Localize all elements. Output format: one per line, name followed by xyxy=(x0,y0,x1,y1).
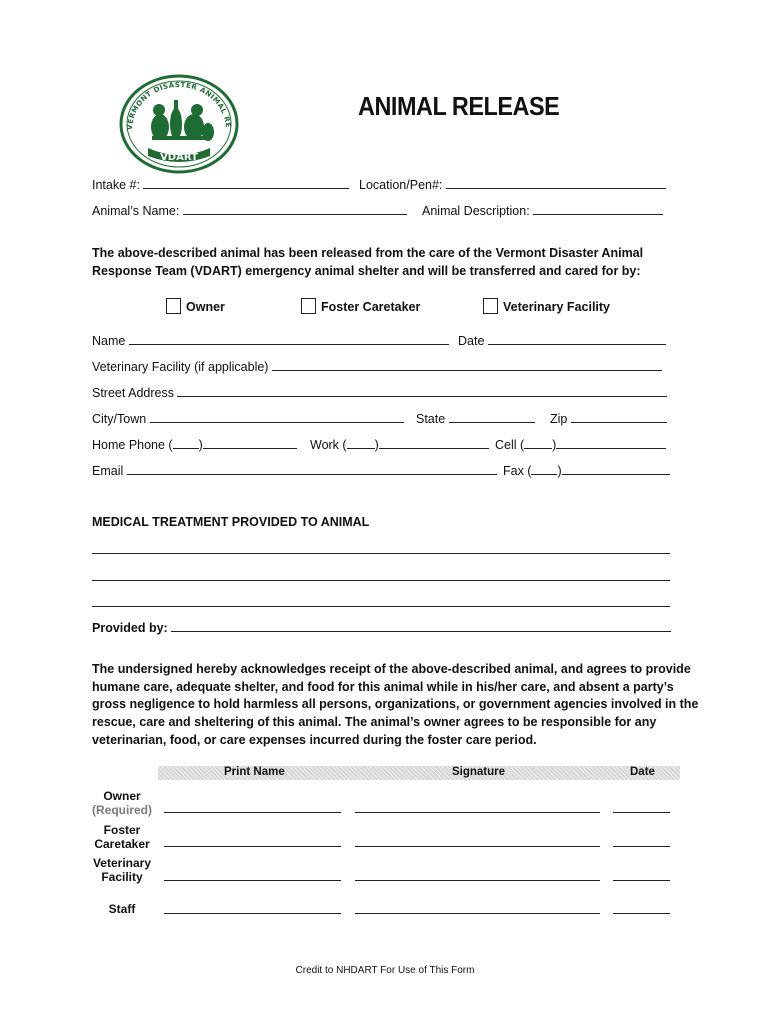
foster-print-name-line[interactable] xyxy=(164,846,341,847)
signature-table-header xyxy=(158,766,680,780)
staff-signature-line[interactable] xyxy=(355,913,600,914)
home-phone-row xyxy=(92,437,297,452)
owner-checkbox[interactable] xyxy=(166,298,181,314)
medical-line-3[interactable] xyxy=(92,606,670,607)
veterinary-row-label-line-2: Facility xyxy=(101,870,143,884)
name-row xyxy=(92,333,449,348)
owner-signature-line[interactable] xyxy=(355,812,600,813)
owner-row-label-text: Owner xyxy=(103,789,141,803)
medical-line-1[interactable] xyxy=(92,553,670,554)
acknowledgment-line-2: humane care, adequate shelter, and food for this animal while in his/her care, and absent a party’s xyxy=(92,680,674,694)
date-field[interactable] xyxy=(488,333,666,345)
state-field[interactable] xyxy=(449,411,535,423)
footer-credit: Credit to NHDART For Use of This Form xyxy=(295,965,475,976)
foster-caretaker-checkbox[interactable] xyxy=(301,298,316,314)
city-label: City/Town xyxy=(92,412,147,426)
medical-line-2[interactable] xyxy=(92,580,670,581)
work-phone-row xyxy=(310,437,489,452)
option-foster-caretaker[interactable] xyxy=(301,298,420,314)
fax-area-field[interactable] xyxy=(531,463,557,475)
provided-by-row xyxy=(92,620,671,635)
option-owner[interactable] xyxy=(166,298,225,314)
acknowledgment-line-5: veterinarian, food, or care expenses incurred during the foster care period. xyxy=(92,733,537,747)
staff-row-label-text: Staff xyxy=(108,902,136,916)
animal-description-label: Animal Description: xyxy=(422,204,530,218)
street-label: Street Address xyxy=(92,386,174,400)
vdart-logo xyxy=(118,72,240,174)
provided-by-label: Provided by: xyxy=(92,621,168,635)
foster-signature-line[interactable] xyxy=(355,846,600,847)
veterinary-facility-option-label: Veterinary Facility xyxy=(503,300,611,314)
name-label: Name xyxy=(92,334,126,348)
print-name-header: Print Name xyxy=(224,766,285,778)
date-header: Date xyxy=(630,766,655,778)
animal-name-row xyxy=(92,203,407,218)
fax-label: Fax ( xyxy=(503,464,532,478)
home-phone-field[interactable] xyxy=(203,437,297,449)
veterinary-print-name-line[interactable] xyxy=(164,880,341,881)
owner-option-label: Owner xyxy=(186,300,225,314)
location-label: Location/Pen#: xyxy=(359,178,443,192)
animal-description-row xyxy=(422,203,663,218)
veterinary-row-label-line-1: Veterinary xyxy=(92,856,152,870)
release-statement-line-2: Response Team (VDART) emergency animal shelter and will be transferred and cared for by: xyxy=(92,264,641,278)
work-phone-area-field[interactable] xyxy=(347,437,375,449)
foster-row-label-line-2: Caretaker xyxy=(94,837,150,851)
intake-label: Intake #: xyxy=(92,178,140,192)
provided-by-field[interactable] xyxy=(171,620,671,632)
email-row xyxy=(92,463,497,478)
vet-facility-field[interactable] xyxy=(272,359,662,371)
date-label: Date xyxy=(458,334,485,348)
location-row xyxy=(359,177,666,192)
vet-facility-label: Veterinary Facility (if applicable) xyxy=(92,360,269,374)
acknowledgment-line-1: The undersigned hereby acknowledges receipt of the above-described animal, and agrees to provide xyxy=(92,662,691,676)
date-row xyxy=(458,333,666,348)
staff-date-line[interactable] xyxy=(613,913,670,914)
cell-phone-area-field[interactable] xyxy=(524,437,552,449)
medical-heading: MEDICAL TREATMENT PROVIDED TO ANIMAL xyxy=(92,515,370,529)
animal-name-label: Animal’s Name: xyxy=(92,204,180,218)
city-field[interactable] xyxy=(150,411,404,423)
home-phone-label: Home Phone ( xyxy=(92,438,173,452)
signature-header: Signature xyxy=(452,766,506,778)
foster-date-line[interactable] xyxy=(613,846,670,847)
email-field[interactable] xyxy=(127,463,497,475)
foster-row-label xyxy=(82,823,162,851)
animal-name-field[interactable] xyxy=(183,203,407,215)
release-statement-line-1: The above-described animal has been released from the care of the Vermont Disaster Animal xyxy=(92,246,644,260)
state-row xyxy=(416,411,535,426)
logo-arc-text: VERMONT DISASTER ANIMAL RE xyxy=(125,80,233,131)
zip-label: Zip xyxy=(550,412,568,426)
home-phone-area-field[interactable] xyxy=(173,437,199,449)
cell-phone-field[interactable] xyxy=(556,437,666,449)
email-label: Email xyxy=(92,464,124,478)
city-row xyxy=(92,411,404,426)
street-row xyxy=(92,385,667,400)
intake-row xyxy=(92,177,349,192)
acknowledgment-line-4: rescue, care and sheltering of this animal. The animal’s owner agrees to be responsible for any xyxy=(92,715,657,729)
cell-phone-label: Cell ( xyxy=(495,438,525,452)
page-title: ANIMAL RELEASE xyxy=(358,91,560,121)
staff-row-label xyxy=(82,902,162,916)
logo-badge-text: VDART xyxy=(160,152,198,163)
zip-row xyxy=(550,411,667,426)
cell-phone-paren: ) xyxy=(552,438,557,452)
work-phone-field[interactable] xyxy=(379,437,489,449)
intake-field[interactable] xyxy=(143,177,349,189)
fax-field[interactable] xyxy=(562,463,670,475)
fax-paren: ) xyxy=(557,464,562,478)
foster-caretaker-option-label: Foster Caretaker xyxy=(321,300,421,314)
location-field[interactable] xyxy=(446,177,666,189)
owner-row-label xyxy=(82,789,162,817)
staff-print-name-line[interactable] xyxy=(164,913,341,914)
work-phone-label: Work ( xyxy=(310,438,347,452)
cell-phone-row xyxy=(495,437,666,452)
veterinary-facility-checkbox[interactable] xyxy=(483,298,498,314)
owner-date-line[interactable] xyxy=(613,812,670,813)
foster-row-label-line-1: Foster xyxy=(103,823,141,837)
acknowledgment-line-3: gross negligence to hold harmless all persons, organizations, or government agencies involved in the xyxy=(92,697,699,711)
street-field[interactable] xyxy=(177,385,667,397)
home-phone-paren: ) xyxy=(198,438,203,452)
veterinary-date-line[interactable] xyxy=(613,880,670,881)
option-veterinary-facility[interactable] xyxy=(483,298,610,314)
name-field[interactable] xyxy=(129,333,449,345)
state-label: State xyxy=(416,412,446,426)
veterinary-signature-line[interactable] xyxy=(355,880,600,881)
veterinary-row-label xyxy=(82,856,162,884)
owner-print-name-line[interactable] xyxy=(164,812,341,813)
animal-description-field[interactable] xyxy=(533,203,663,215)
zip-field[interactable] xyxy=(571,411,667,423)
work-phone-paren: ) xyxy=(374,438,379,452)
fax-row xyxy=(503,463,670,478)
owner-required-text: (Required) xyxy=(92,803,152,817)
vet-facility-row xyxy=(92,359,662,374)
